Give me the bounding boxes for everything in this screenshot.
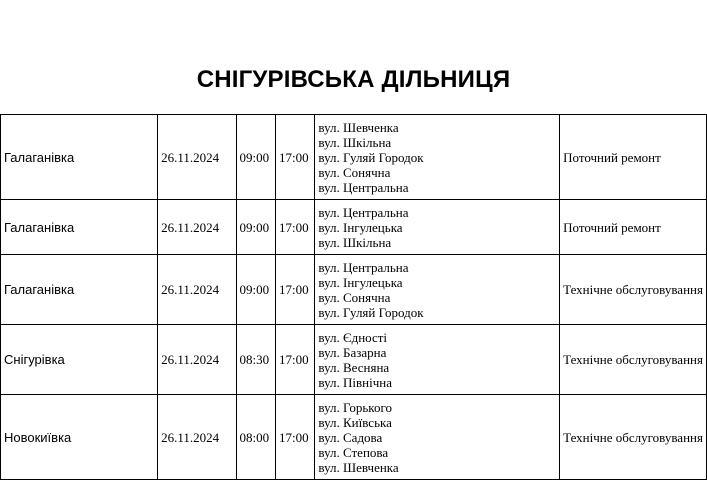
- reason-cell: Поточний ремонт: [560, 115, 707, 200]
- street-item: вул. Північна: [318, 374, 392, 390]
- settlement-cell: Новокиївка: [1, 395, 158, 480]
- streets-cell: [315, 255, 560, 325]
- street-item: вул. Інгулецька: [318, 219, 403, 235]
- streets-cell: [315, 115, 560, 200]
- end-time-cell: 17:00: [275, 200, 314, 255]
- end-time-cell: 17:00: [275, 255, 314, 325]
- street-item: вул. Садова: [318, 429, 383, 445]
- street-item: вул. Гуляй Городок: [318, 304, 424, 320]
- page-title: СНІГУРІВСЬКА ДІЛЬНИЦЯ: [196, 66, 511, 93]
- street-item: вул. Центральна: [318, 204, 409, 220]
- end-time-cell: 17:00: [275, 115, 314, 200]
- start-time-cell: 08:00: [236, 395, 275, 480]
- settlement-cell: Снігурівка: [1, 325, 158, 395]
- settlement-cell: Галаганівка: [1, 200, 158, 255]
- street-item: вул. Київська: [318, 414, 392, 430]
- street-item: вул. Шевченка: [318, 459, 399, 475]
- table-row: [1, 200, 707, 255]
- reason-cell: Поточний ремонт: [560, 200, 707, 255]
- settlement-cell: Галаганівка: [1, 115, 158, 200]
- table-row: [1, 325, 707, 395]
- street-item: вул. Центральна: [318, 179, 409, 195]
- street-item: вул. Шевченка: [318, 119, 399, 135]
- street-item: вул. Інгулецька: [318, 274, 403, 290]
- date-cell: 26.11.2024: [158, 325, 236, 395]
- date-cell: 26.11.2024: [158, 395, 236, 480]
- street-item: вул. Єдності: [318, 329, 388, 345]
- date-cell: 26.11.2024: [158, 200, 236, 255]
- street-item: вул. Шкільна: [318, 134, 392, 150]
- street-item: вул. Шкільна: [318, 234, 392, 250]
- street-item: вул. Сонячна: [318, 164, 391, 180]
- street-item: вул. Базарна: [318, 344, 387, 360]
- reason-cell: Технічне обслуговування: [560, 325, 707, 395]
- street-item: вул. Сонячна: [318, 289, 391, 305]
- start-time-cell: 08:30: [236, 325, 275, 395]
- streets-cell: [315, 395, 560, 480]
- date-cell: 26.11.2024: [158, 255, 236, 325]
- table-row: [1, 115, 707, 200]
- street-item: вул. Степова: [318, 444, 389, 460]
- outage-schedule-table: [0, 114, 707, 480]
- streets-cell: [315, 200, 560, 255]
- street-item: вул. Гуляй Городок: [318, 149, 424, 165]
- street-item: вул. Горького: [318, 399, 392, 415]
- start-time-cell: 09:00: [236, 255, 275, 325]
- end-time-cell: 17:00: [275, 325, 314, 395]
- date-cell: 26.11.2024: [158, 115, 236, 200]
- streets-cell: [315, 325, 560, 395]
- start-time-cell: 09:00: [236, 115, 275, 200]
- table-row: [1, 255, 707, 325]
- table-row: [1, 395, 707, 480]
- end-time-cell: 17:00: [275, 395, 314, 480]
- settlement-cell: Галаганівка: [1, 255, 158, 325]
- street-item: вул. Центральна: [318, 259, 409, 275]
- start-time-cell: 09:00: [236, 200, 275, 255]
- reason-cell: Технічне обслуговування: [560, 395, 707, 480]
- reason-cell: Технічне обслуговування: [560, 255, 707, 325]
- street-item: вул. Весняна: [318, 359, 390, 375]
